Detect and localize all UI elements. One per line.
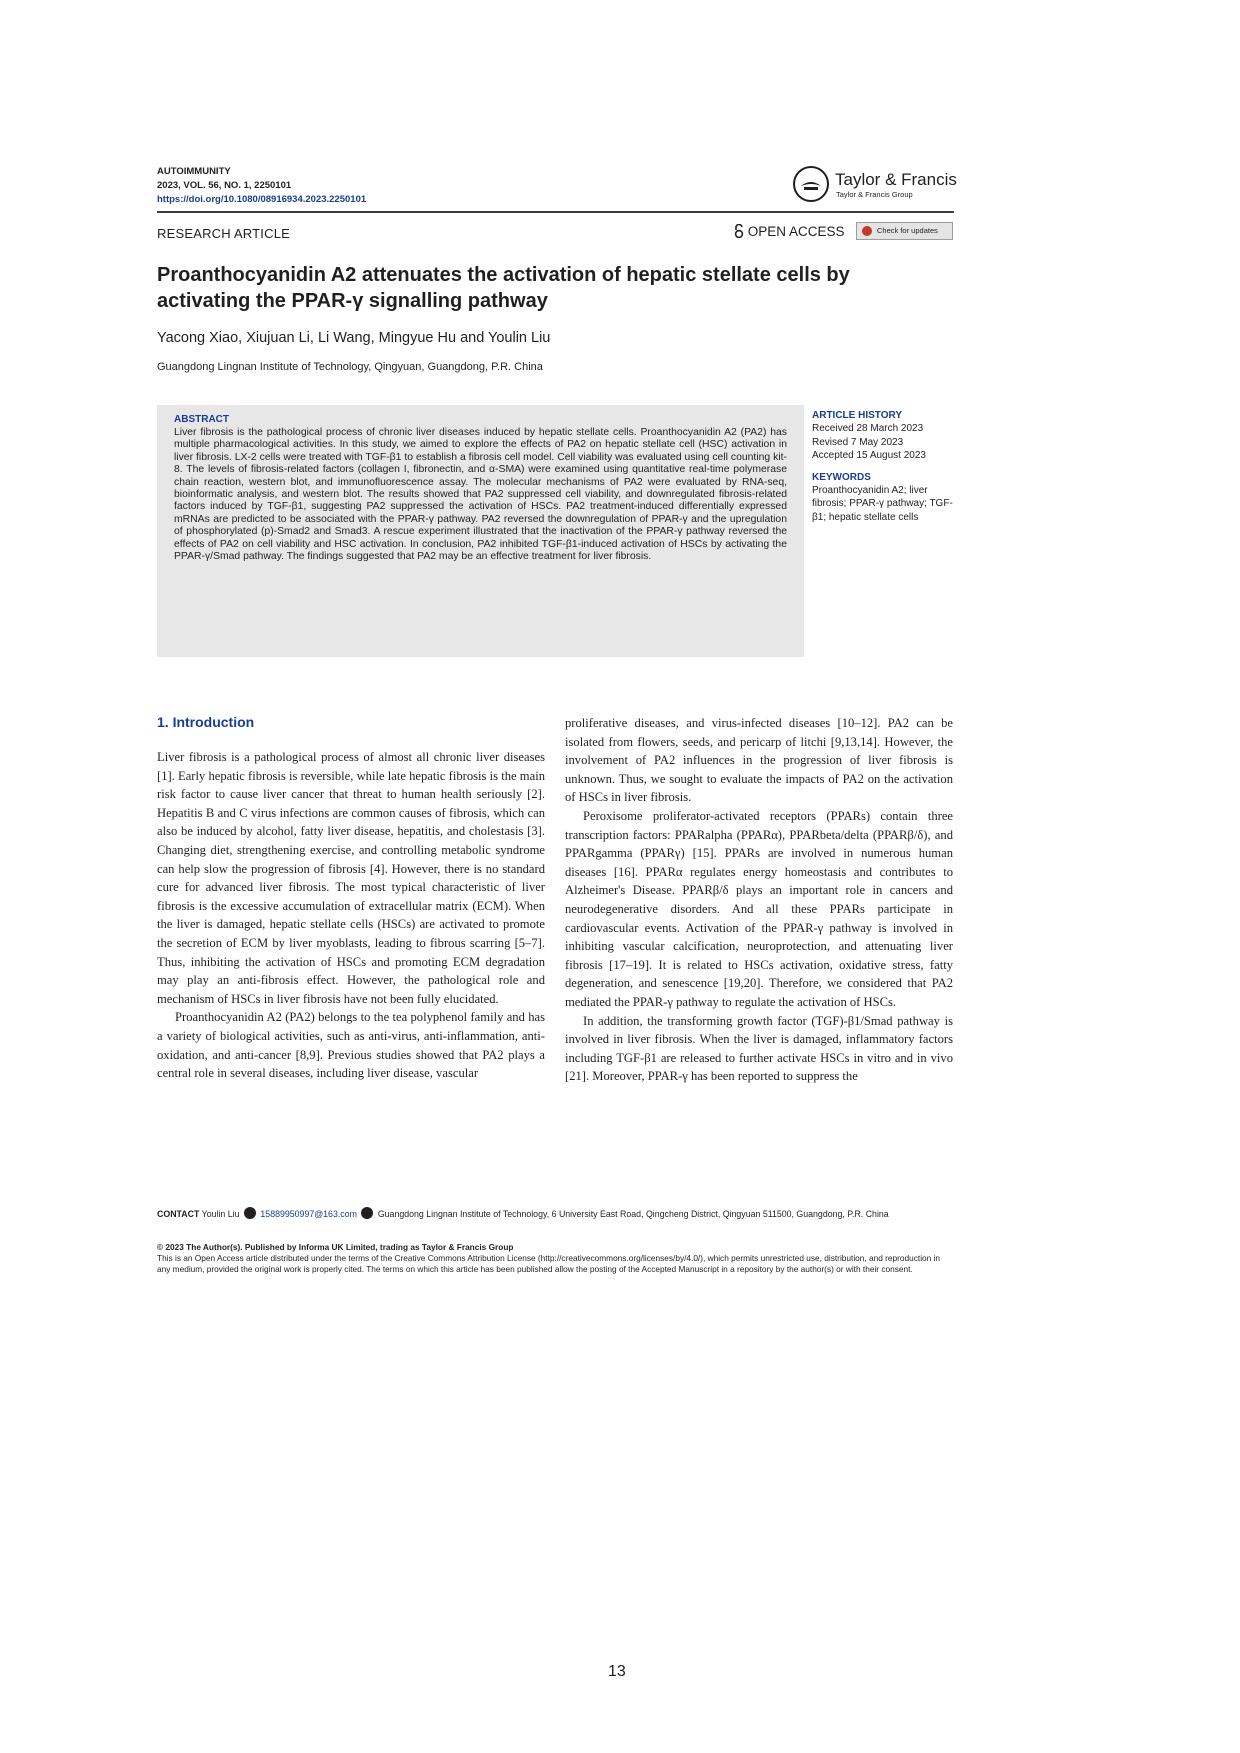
license-block <box>157 1242 954 1275</box>
copyright-line: © 2023 The Author(s). Published by Informa UK Limited, trading as Taylor & Francis Group <box>157 1242 514 1252</box>
publisher-logo-icon <box>793 166 829 202</box>
check-updates-button[interactable] <box>856 222 953 240</box>
intro-paragraph: Liver fibrosis is a pathological process of almost all chronic liver diseases [1]. Early hepatic fibrosis is reversible, while late hepatic fibrosis is the main risk factor to cause liver cancer that threat to human health seriously [2]. Hepatitis B and C virus infections are common causes of fibrosis, which can also be induced by alcohol, fatty liver disease, hepatitis, and cholestasis [3]. Changing diet, strengthening exercise, and controlling metabolic syndrome can help slow the progression of fibrosis [4]. However, there is no standard cure for advanced liver fibrosis. The most typical characteristic of liver fibrosis is the excessive accumulation of extracellular matrix (ECM). When the liver is damaged, hepatic stellate cells (HSCs) are activated to promote the secretion of ECM by liver myoblasts, leading to fibrous scarring [5–7]. Thus, inhibiting the activation of HSCs and promoting ECM degradation may play an anti-fibrosis effect. However, the pathological role and mechanism of HSCs in liver fibrosis have not been fully elucidated. <box>157 750 545 1006</box>
body-column-right <box>565 714 953 1086</box>
abstract-box <box>157 405 804 657</box>
open-access-label: OPEN ACCESS <box>747 224 845 239</box>
abstract-text: Liver fibrosis is the pathological process of chronic liver diseases induced by hepatic stellate cells. Proanthocyanidin A2 (PA2) has multiple pharmacological activities. In this study, we aimed to explore the effects of PA2 on hepatic stellate cell (HSC) activation in liver fibrosis. LX-2 cells were treated with TGF-β1 to establish a fibrosis cell model. Cell viability was evaluated using cell counting kit-8. The levels of fibrosis-related factors (collagen I, fibronectin, and α-SMA) were examined using quantitative real-time polymerase chain reaction, western blot, and immunofluorescence assay. The molecular mechanisms of PA2 were evaluated by RNA-seq, bioinformatic analysis, and western blot. The results showed that PA2 suppressed cell viability, and downregulated fibrosis-related factors induced by TGF-β1, suggesting PA2 suppressed the activation of HSCs. PA2 treatment-induced differentially expressed mRNAs are predicted to be associated with the PPAR-γ pathway. PA2 reversed the downregulation of PPAR-γ and the upregulation of phosphorylated (p)-Smad2 and Smad3. A rescue experiment illustrated that the inactivation of the PPAR-γ pathway reversed the effects of PA2 on cell viability and HSC activation. In conclusion, PA2 inhibited TGF-β1-induced activation of HSCs by activating the PPAR-γ/Smad pathway. The findings suggested that PA2 may be an effective treatment for liver fibrosis. <box>174 427 787 563</box>
open-lock-icon <box>734 224 744 238</box>
intro-paragraph: In addition, the transforming growth factor (TGF)-β1/Smad pathway is involved in liver fibrosis. When the liver is damaged, inflammatory factors including TGF-β1 are released to further activate HSCs in vitro and in vivo [21]. Moreover, PPAR-γ has been reported to suppress the <box>565 1013 953 1084</box>
publisher-group: Taylor & Francis Group <box>836 190 913 199</box>
journal-volume: 2023, VOL. 56, NO. 1, 2250101 <box>157 180 292 191</box>
body-column-left <box>157 748 545 1083</box>
journal-name: AUTOIMMUNITY <box>157 166 231 177</box>
publisher-name: Taylor & Francis <box>835 170 957 189</box>
check-updates-label: Check for updates <box>877 226 938 235</box>
intro-paragraph: Proanthocyanidin A2 (PA2) belongs to the tea polyphenol family and has a variety of biological activities, such as anti-virus, anti-inflammation, anti-oxidation, and anti-cancer [8,9]. Previous studies showed that PA2 plays a central role in several diseases, including liver disease, vascular <box>157 1010 545 1081</box>
contact-label: CONTACT <box>157 1209 200 1219</box>
contact-address: Guangdong Lingnan Institute of Technology, 6 University East Road, Qingcheng District, Qingyuan 511500, Guangdong, P.R. China <box>377 1209 889 1219</box>
keywords-heading: KEYWORDS <box>812 471 871 483</box>
abstract-heading: ABSTRACT <box>174 414 229 425</box>
revised-date: Revised 7 May 2023 <box>812 436 904 448</box>
section-heading-introduction: 1. Introduction <box>157 714 255 730</box>
contact-name: Youlin Liu <box>201 1209 240 1219</box>
header-rule <box>157 211 954 213</box>
article-info-sidebar <box>812 410 962 524</box>
intro-paragraph: proliferative diseases, and virus-infected diseases [10–12]. PA2 can be isolated from flowers, seeds, and pericarp of litchi [9,13,14]. However, the involvement of PA2 influences in the progression of liver fibrosis is unknown. Thus, we sought to evaluate the impacts of PA2 on the activation of HSCs in liver fibrosis. <box>565 716 953 805</box>
article-history-heading: ARTICLE HISTORY <box>812 410 903 421</box>
author-list: Yacong Xiao, Xiujuan Li, Li Wang, Mingyue Hu and Youlin Liu <box>157 330 551 346</box>
article-title: Proanthocyanidin A2 attenuates the activation of hepatic stellate cells by activating the PPAR-γ signalling pathway <box>157 264 850 312</box>
license-text: This is an Open Access article distributed under the terms of the Creative Commons Attribution License (http://creativecommons.org/licenses/by/4.0/), which permits unrestricted use, distribution, and reproduction in any medium, provided the original work is properly cited. The terms on which this article has been published allow the posting of the Accepted Manuscript in a repository by the author(s) or with their consent. <box>157 1253 941 1274</box>
email-icon <box>244 1207 256 1219</box>
address-icon <box>361 1207 373 1219</box>
keywords-text: Proanthocyanidin A2; liver fibrosis; PPAR-γ pathway; TGF-β1; hepatic stellate cells <box>812 484 953 523</box>
affiliation: Guangdong Lingnan Institute of Technology, Qingyuan, Guangdong, P.R. China <box>157 361 543 373</box>
open-access-badge <box>734 224 845 239</box>
crossmark-icon <box>862 226 872 236</box>
intro-paragraph: Peroxisome proliferator-activated receptors (PPARs) contain three transcription factors: PPARalpha (PPARα), PPARbeta/delta (PPARβ/δ), and PPARgamma (PPARγ) [15]. PPARs are involved in numerous human diseases [16]. PPARα regulates energy homeostasis and contributes to Alzheimer's Disease. PPARβ/δ plays an important role in cancers and neurodegenerative disorders. And all these PPARs participate in cardiovascular events. Activation of the PPAR-γ pathway is involved in inhibiting vascular calcification, neuroprotection, and attenuating liver fibrosis [17–19]. It is related to HSCs activation, oxidative stress, fatty degeneration, and senescence [19,20]. Therefore, we considered that PA2 mediated the PPAR-γ pathway to regulate the activation of HSCs. <box>565 808 953 1009</box>
received-date: Received 28 March 2023 <box>812 423 924 434</box>
accepted-date: Accepted 15 August 2023 <box>812 450 926 461</box>
page-number: 13 <box>608 1663 626 1680</box>
contact-footnote <box>157 1207 954 1220</box>
article-type: RESEARCH ARTICLE <box>157 226 290 241</box>
doi-link[interactable]: https://doi.org/10.1080/08916934.2023.2250101 <box>157 194 367 205</box>
journal-meta <box>157 165 366 207</box>
publisher-logo <box>793 166 957 206</box>
contact-email[interactable]: 15889950997@163.com <box>260 1209 357 1219</box>
